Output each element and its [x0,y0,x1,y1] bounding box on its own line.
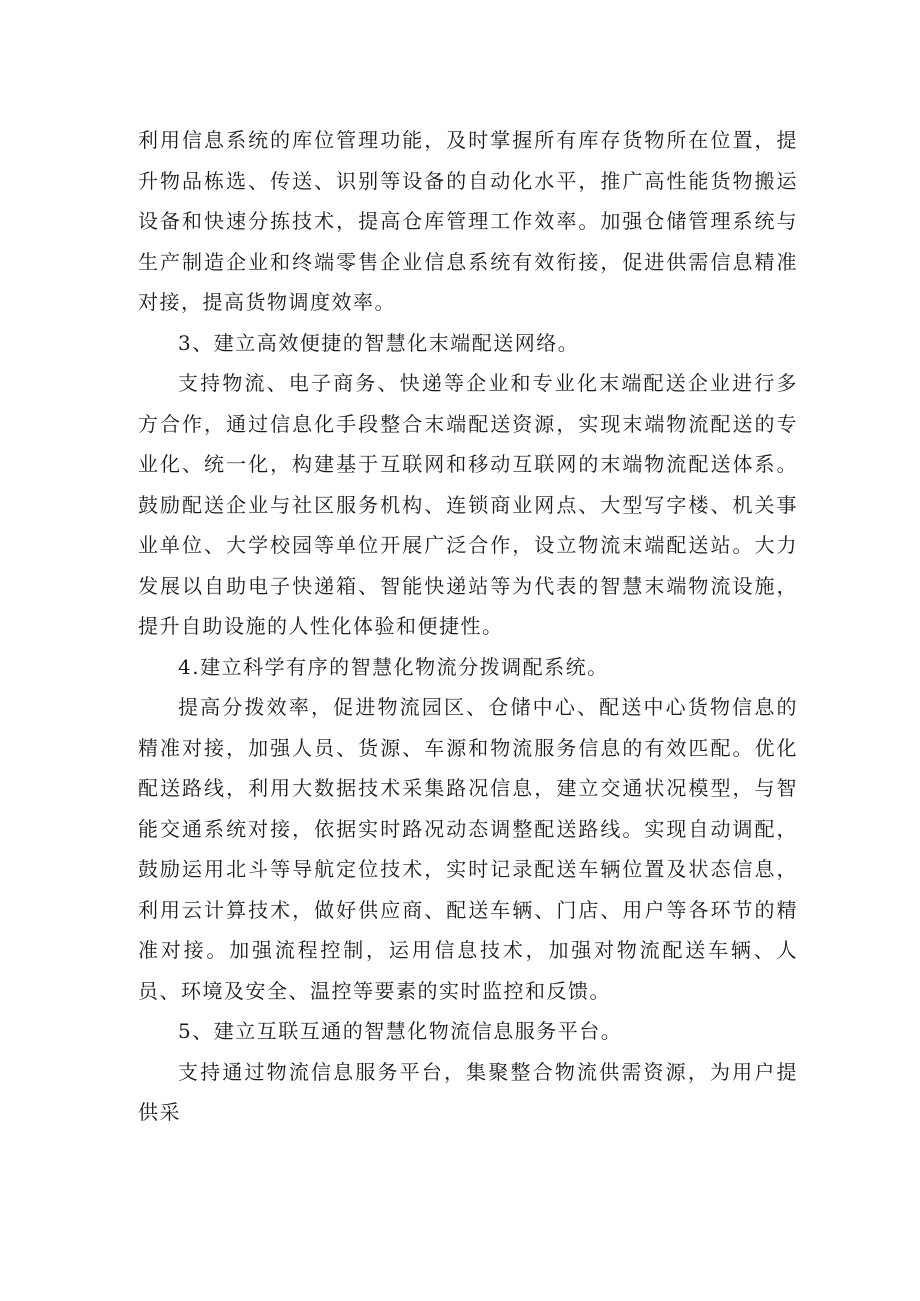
paragraph-distribution-dispatch: 提高分拨效率，促进物流园区、仓储中心、配送中心货物信息的精准对接，加强人员、货源、车源和物流服务信息的有效匹配。优化配送路线，利用大数据技术采集路况信息，建立交通状况模型，与智能交通系统对接，依据实时路况动态调整配送路线。实现自动调配，鼓励运用北斗等导航定位技术，实时记录配送车辆位置及状态信息，利用云计算技术，做好供应商、配送车辆、门店、用户等各环节的精准对接。加强流程控制，运用信息技术，加强对物流配送车辆、人员、环境及安全、温控等要素的实时监控和反馈。 [138,695,798,1003]
section-heading-5: 5、建立互联互通的智慧化物流信息服务平台。 [178,1019,623,1043]
paragraph-warehouse-management: 利用信息系统的库位管理功能，及时掌握所有库存货物所在位置，提升物品栋选、传送、识别等设备的自动化水平，推广高性能货物搬运设备和快速分拣技术，提高仓库管理工作效率。加强仓储管理系统与生产制造企业和终端零售企业信息系统有效衔接，促进供需信息精准对接，提高货物调度效率。 [138,128,798,314]
section-heading-3: 3、建立高效便捷的智慧化末端配送网络。 [178,330,580,355]
document-body [138,120,798,1133]
section-heading-4: 4.建立科学有序的智慧化物流分拨调配系统。 [178,654,609,679]
paragraph-information-platform: 支持通过物流信息服务平台，集聚整合物流供需资源，为用户提供采 [138,1059,798,1124]
paragraph-last-mile-delivery: 支持物流、电子商务、快递等企业和专业化末端配送企业进行多方合作，通过信息化手段整合末端配送资源，实现末端物流配送的专业化、统一化，构建基于互联网和移动互联网的末端物流配送体系。鼓励配送企业与社区服务机构、连锁商业网点、大型写字楼、机关事业单位、大学校园等单位开展广泛合作，设立物流末端配送站。大力发展以自助电子快递箱、智能快递站等为代表的智慧末端物流设施，提升自助设施的人性化体验和便捷性。 [138,371,798,638]
